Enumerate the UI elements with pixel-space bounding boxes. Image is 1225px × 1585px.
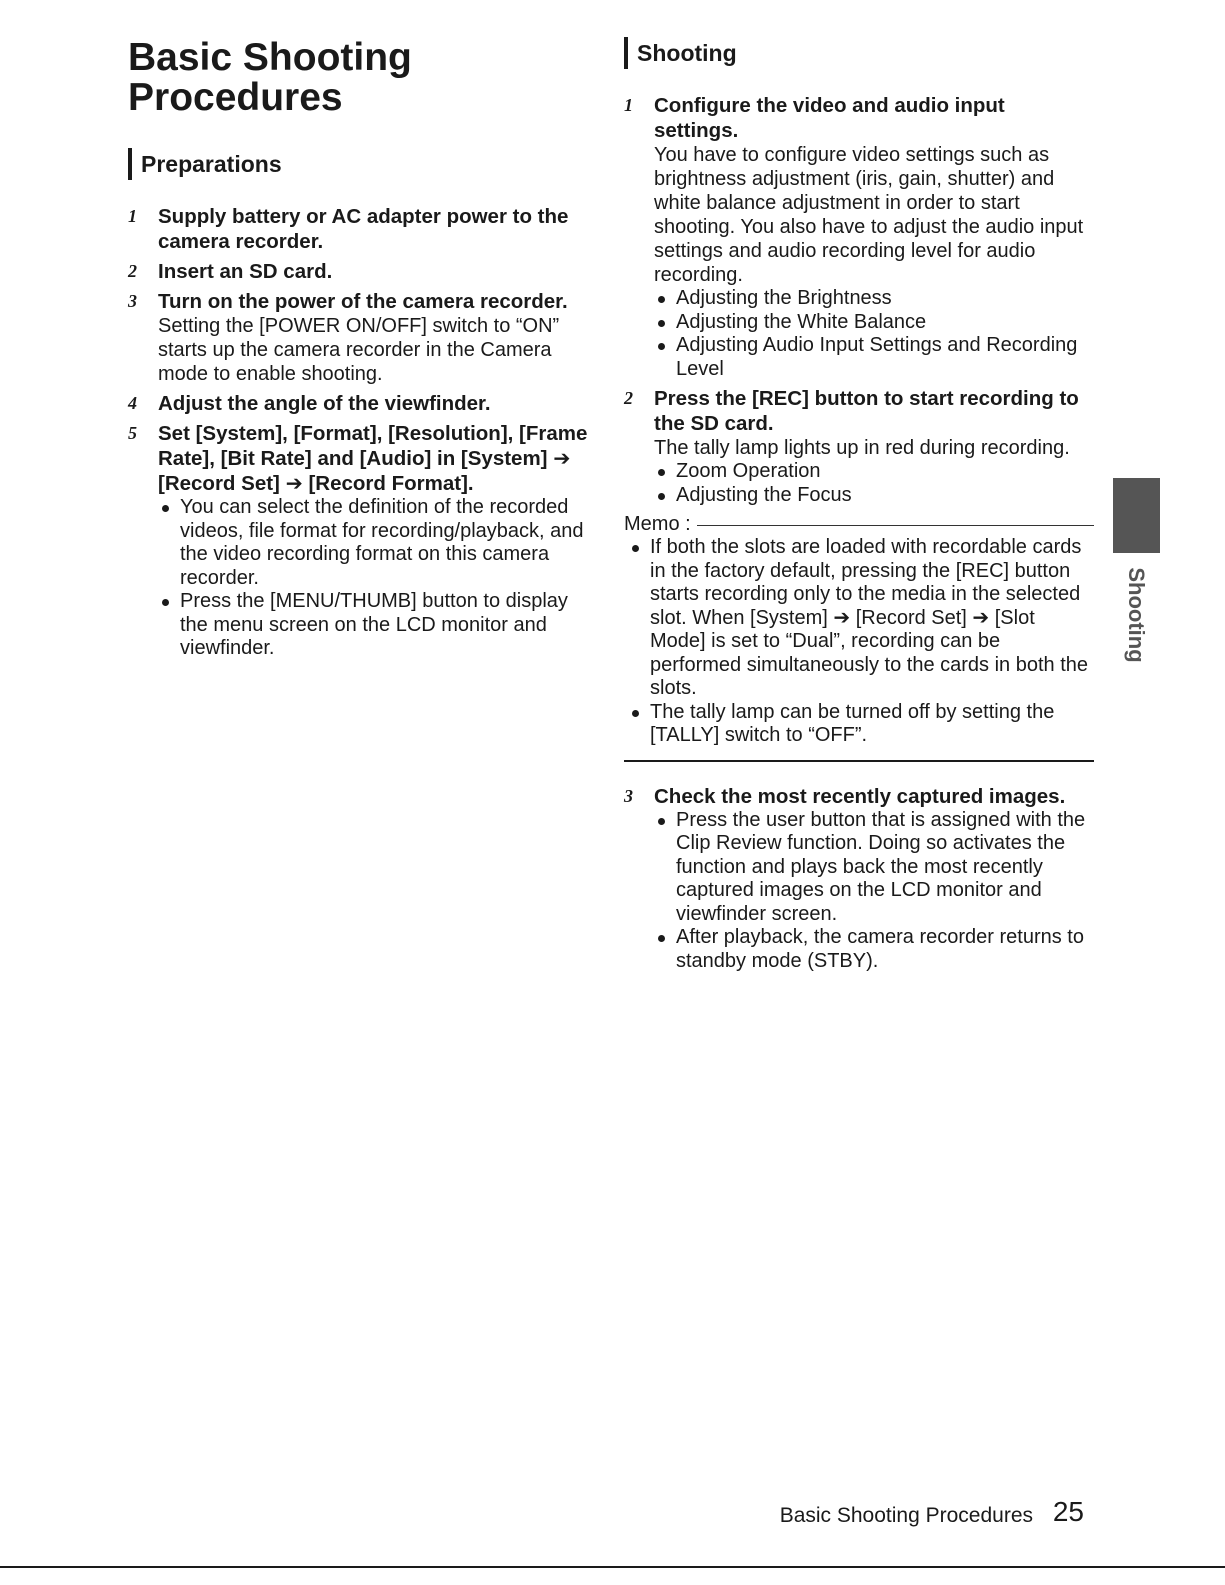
memo-list	[624, 536, 1094, 748]
step-body: The tally lamp lights up in red during recording.	[654, 437, 1070, 459]
list-item: After playback, the camera recorder returns to standby mode (STBY).	[654, 926, 1094, 973]
step-number: 1	[624, 95, 633, 115]
step-number: 2	[624, 388, 633, 408]
step-number: 4	[128, 393, 137, 413]
step-title: Turn on the power of the camera recorder.	[158, 290, 568, 313]
step-number: 3	[128, 291, 137, 311]
page-number: 25	[1052, 1496, 1084, 1527]
page-title-line1: Basic Shooting	[128, 36, 412, 79]
memo-item: The tally lamp can be turned off by setting the [TALLY] switch to “OFF”.	[624, 701, 1094, 748]
list-item: Press the [MENU/THUMB] button to display the menu screen on the LCD monitor and viewfinder.	[158, 590, 598, 661]
page-title-line2: Procedures	[128, 76, 343, 119]
shoot-step-1	[624, 93, 1094, 381]
memo-header	[624, 512, 1094, 536]
list-item: Zoom Operation	[654, 460, 1094, 484]
bullet-list	[654, 809, 1094, 974]
bullet-list	[158, 496, 598, 661]
shooting-heading: Shooting	[624, 37, 737, 69]
bullet-list	[654, 460, 1094, 507]
shooting-section	[624, 93, 1094, 978]
list-item: Adjusting Audio Input Settings and Recording Level	[654, 334, 1094, 381]
prep-step-5	[128, 421, 598, 661]
step-number: 2	[128, 261, 137, 281]
step-number: 5	[128, 423, 137, 443]
page-title	[128, 38, 588, 118]
bullet-list	[654, 287, 1094, 381]
memo-end-rule	[624, 760, 1094, 762]
prep-step-2	[128, 259, 598, 284]
list-item: Press the user button that is assigned with the Clip Review function. Doing so activates the function and plays back the most recently captured images on the LCD monitor and viewfinder screen.	[654, 809, 1094, 927]
prep-step-3	[128, 289, 598, 386]
memo-item: If both the slots are loaded with recordable cards in the factory default, pressing the [REC] button starts recording only to the media in the selected slot. When [System] ➔ [Record Set] ➔ [Slot Mode] is set to “Dual”, recording can be performed simultaneously to the cards in both the slots.	[624, 536, 1094, 701]
step-body: Setting the [POWER ON/OFF] switch to “ON” starts up the camera recorder in the Camera mode to enable shooting.	[158, 315, 560, 385]
step-title: Adjust the angle of the viewfinder.	[158, 392, 491, 415]
list-item: Adjusting the Focus	[654, 484, 1094, 508]
memo-box	[624, 512, 1094, 762]
chapter-tab[interactable]	[1113, 478, 1160, 553]
step-title: Press the [REC] button to start recording to the SD card.	[654, 387, 1079, 435]
list-item: You can select the definition of the recorded videos, file format for recording/playback, and the video recording format on this camera recorder.	[158, 496, 598, 590]
footer-section-title: Basic Shooting Procedures	[779, 1504, 1033, 1527]
step-title: Configure the video and audio input settings.	[654, 94, 1005, 142]
preparations-heading: Preparations	[128, 148, 282, 180]
step-body: You have to configure video settings such as brightness adjustment (iris, gain, shutter) and white balance adjustment in order to start shooting. You also have to adjust the audio input settings and audio recording level for audio recording.	[654, 144, 1084, 286]
step-title: Supply battery or AC adapter power to the camera recorder.	[158, 205, 569, 253]
chapter-tab-label: Shooting	[1124, 567, 1149, 663]
shoot-step-2	[624, 386, 1094, 507]
step-number: 1	[128, 206, 137, 226]
shoot-step-3	[624, 784, 1094, 974]
bottom-rule	[0, 1566, 1225, 1568]
prep-step-1	[128, 204, 598, 254]
list-item: Adjusting the Brightness	[654, 287, 1094, 311]
step-title: Set [System], [Format], [Resolution], [Frame Rate], [Bit Rate] and [Audio] in [System] ➔ [Record Set] ➔ [Record Format].	[158, 422, 588, 495]
prep-step-4	[128, 391, 598, 416]
step-title: Insert an SD card.	[158, 260, 333, 283]
step-title: Check the most recently captured images.	[654, 784, 1066, 808]
memo-label: Memo :	[624, 513, 691, 535]
step-number: 3	[624, 785, 633, 806]
preparations-section	[128, 204, 598, 666]
list-item: Adjusting the White Balance	[654, 311, 1094, 335]
memo-divider	[697, 525, 1094, 526]
